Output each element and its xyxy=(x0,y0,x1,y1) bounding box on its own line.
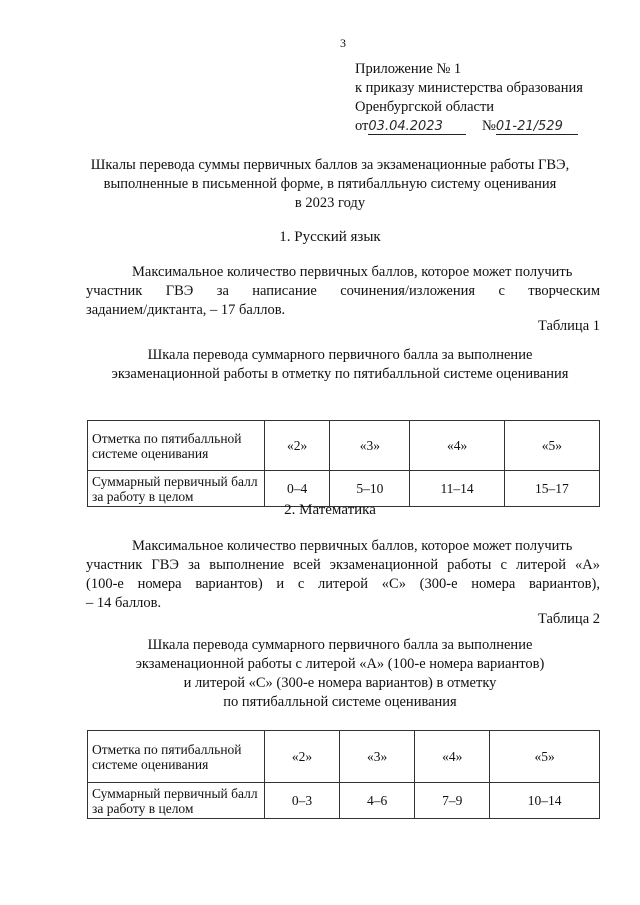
section-1-para-line-3: заданием/диктанта, – 17 баллов. xyxy=(86,302,286,318)
table-cell-grade: «4» xyxy=(410,421,504,471)
table-2-title-line-4: по пятибалльной системе оценивания xyxy=(223,694,457,710)
table-row xyxy=(88,783,600,819)
table-cell-grade: «5» xyxy=(504,421,599,471)
table-1 xyxy=(87,420,600,507)
section-2-para-line-3: (100-е номера вариантов) и с литерой «С» (300-е номера вариантов), xyxy=(86,576,600,592)
table-cell-header: Суммарный первичный балл за работу в целом xyxy=(88,783,265,819)
table-cell-header: Суммарный первичный балл за работу в целом xyxy=(88,471,265,507)
appendix-block xyxy=(355,60,583,136)
appendix-line-2: к приказу министерства образования xyxy=(355,80,583,96)
section-2-para-line-1: Максимальное количество первичных баллов, которое может получить xyxy=(132,538,573,554)
table-cell-grade: «3» xyxy=(340,731,415,783)
table-cell-range: 5–10 xyxy=(330,471,410,507)
section-1-para-line-1: Максимальное количество первичных баллов, которое может получить xyxy=(132,264,573,280)
table-row xyxy=(88,731,600,783)
table-2-title xyxy=(60,636,620,712)
order-number: 01-21/529 xyxy=(496,120,578,135)
title-line-2: выполненные в письменной форме, в пятибалльную систему оценивания xyxy=(103,176,557,192)
table-2-title-line-1: Шкала перевода суммарного первичного балла за выполнение xyxy=(147,637,533,653)
table-cell-grade: «2» xyxy=(265,421,330,471)
document-title xyxy=(60,156,600,213)
number-prefix: № xyxy=(482,118,496,134)
section-1-para-line-2: участник ГВЭ за написание сочинения/изложения с творческим xyxy=(86,283,600,299)
table-1-title xyxy=(60,346,620,384)
table-cell-header: Отметка по пятибалльной системе оценивания xyxy=(88,731,265,783)
table-cell-header: Отметка по пятибалльной системе оценивания xyxy=(88,421,265,471)
order-date: 03.04.2023 xyxy=(368,120,466,135)
table-cell-range: 7–9 xyxy=(415,783,490,819)
section-2-para-line-4: – 14 баллов. xyxy=(86,595,162,611)
table-cell-grade: «5» xyxy=(490,731,600,783)
table-cell-range: 10–14 xyxy=(490,783,600,819)
table-cell-range: 15–17 xyxy=(504,471,599,507)
table-1-title-line-2: экзаменационной работы в отметку по пятибалльной системе оценивания xyxy=(111,366,569,382)
section-2-heading: 2. Математика xyxy=(284,502,376,518)
appendix-date-line xyxy=(355,117,583,136)
section-2-para-line-2: участник ГВЭ за выполнение всей экзаменационной работы с литерой «А» xyxy=(86,557,600,573)
table-cell-grade: «4» xyxy=(415,731,490,783)
table-2-title-line-3: и литерой «С» (300-е номера вариантов) в отметку xyxy=(183,675,497,691)
table-row xyxy=(88,421,600,471)
section-1-heading: 1. Русский язык xyxy=(279,229,381,245)
table-cell-range: 4–6 xyxy=(340,783,415,819)
table-cell-grade: «2» xyxy=(265,731,340,783)
table-2 xyxy=(87,730,600,819)
table-cell-range: 11–14 xyxy=(410,471,504,507)
table-1-label: Таблица 1 xyxy=(537,318,600,334)
appendix-line-1: Приложение № 1 xyxy=(355,61,462,77)
table-1-title-line-1: Шкала перевода суммарного первичного балла за выполнение xyxy=(147,347,533,363)
section-2-paragraph xyxy=(86,537,600,613)
table-cell-grade: «3» xyxy=(330,421,410,471)
date-prefix: от xyxy=(355,118,369,134)
table-cell-range: 0–4 xyxy=(265,471,330,507)
table-2-title-line-2: экзаменационной работы с литерой «А» (100-е номера вариантов) xyxy=(135,656,545,672)
title-line-1: Шкалы перевода суммы первичных баллов за экзаменационные работы ГВЭ, xyxy=(90,157,570,173)
appendix-line-3: Оренбургской области xyxy=(355,99,495,115)
table-cell-range: 0–3 xyxy=(265,783,340,819)
section-1-paragraph xyxy=(86,263,600,320)
page-number: 3 xyxy=(340,36,346,50)
table-2-label: Таблица 2 xyxy=(537,611,600,627)
title-line-3: в 2023 году xyxy=(294,195,366,211)
